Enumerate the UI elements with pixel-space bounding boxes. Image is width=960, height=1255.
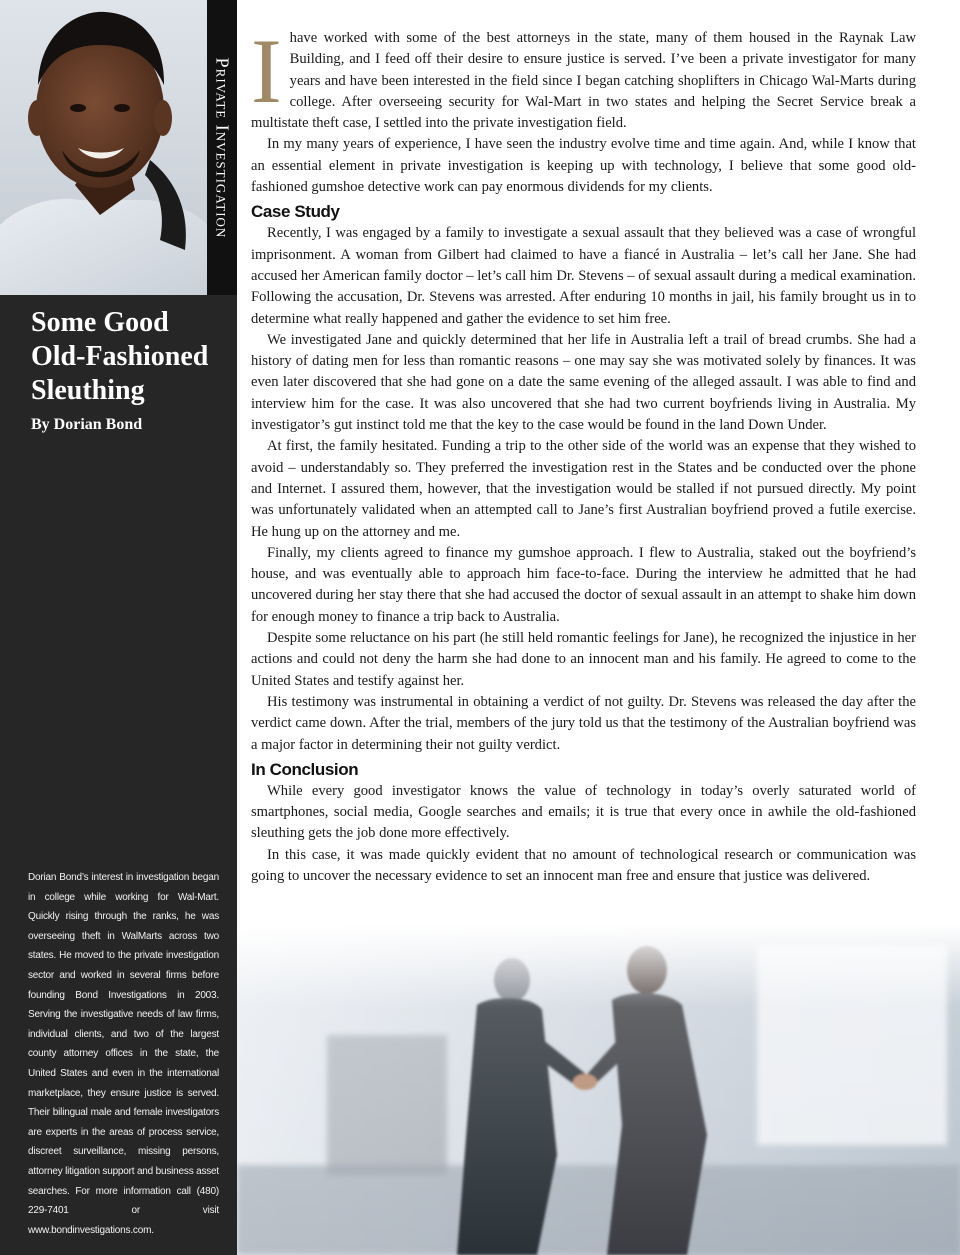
- title-line: Some Good: [31, 307, 169, 338]
- paragraph: In this case, it was made quickly evident that no amount of technological research or communication was going to uncover the necessary evidence to set an innocent man free and ensure that justice was delivered.: [251, 846, 916, 884]
- title-line: Sleuthing: [31, 375, 145, 406]
- article-body: [251, 20, 916, 887]
- paragraph: At first, the family hesitated. Funding a trip to the other side of the world was an expense that they wished to avoid – understandably so. They preferred the investigation rest in the States and be conducted over the phone and Internet. I assured them, however, that the investigation would be stalled if not pursued directly. My point was unfortunately validated when an attempted call to Jane’s first Australian boyfriend proved a futile exercise. He hung up on the attorney and me.: [251, 438, 916, 540]
- handshake-photo: [237, 925, 960, 1255]
- paragraph: In my many years of experience, I have seen the industry evolve time and time again. And, while I know that an essential element in private investigation is keeping up with technology, I believe that some good old-fashioned gumshoe detective work can pay enormous dividends for my clients.: [251, 136, 916, 196]
- section-heading: Case Study: [251, 202, 340, 222]
- author-portrait: [0, 0, 207, 295]
- paragraph: His testimony was instrumental in obtaining a verdict of not guilty. Dr. Stevens was released the day after the verdict came down. After the trial, members of the jury told us that the testimony of the Australian boyfriend was a major factor in determining their not guilty verdict.: [251, 693, 916, 753]
- article-title: [31, 306, 231, 408]
- paragraph: have worked with some of the best attorneys in the state, many of them housed in the Raynak Law Building, and I feed off their desire to ensure justice is served. I’ve been a private investigator for many years and have been interested in the field since I began catching shoplifters in Chicago Wal-Marts during college. After overseeing security for Wal-Mart in two states and helping the Secret Service break a multistate theft case, I settled into the private investigation field.: [251, 30, 916, 132]
- title-line: Old-Fashioned: [31, 341, 209, 372]
- author-sidebar: [0, 0, 237, 1255]
- section-label: Private Investigation: [212, 57, 233, 239]
- paragraph: Finally, my clients agreed to finance my gumshoe approach. I flew to Australia, staked out the boyfriend’s house, and was eventually able to approach him face-to-face. During the interview he admitted that he had uncovered during her stay there that she had accused the doctor of sexual assault in an attempt to shake him down for enough money to finance a trip back to Australia.: [251, 544, 916, 625]
- section-heading: In Conclusion: [251, 759, 359, 779]
- paragraph: While every good investigator knows the value of technology in today’s overly saturated world of smartphones, social media, Google searches and emails; it is true that every once in awhile the old-fashioned sleuthing gets the job done more effectively.: [251, 782, 916, 842]
- paragraph: Despite some reluctance on his part (he still held romantic feelings for Jane), he recognized the injustice in her actions and could not deny the harm she had done to an innocent man and his family. He agreed to come to the United States and testify against her.: [251, 630, 916, 689]
- paragraph: Recently, I was engaged by a family to investigate a sexual assault that they believed was a case of wrongful imprisonment. A woman from Gilbert had claimed to have a fiancé in Australia – let’s call her Jane. She had accused her American family doctor – let’s call him Dr. Stevens – of sexual assault during a medical examination. Following the accusation, Dr. Stevens was arrested. After enduring 10 months in jail, his family brought us in to determine what really happened and gather the evidence to set him free.: [251, 225, 916, 327]
- drop-cap: I: [251, 20, 282, 122]
- author-bio: Dorian Bond’s interest in investigation began in college while working for Wal-Mart. Quickly rising through the ranks, he was overseeing theft in WalMarts across two states. He moved to the private investigation sector and worked in several firms before founding Bond Investigations in 2003. Serving the investigative needs of law firms, individual clients, and two of the largest county attorney offices in the state, the United States and even in the international marketplace, they ensure justice is served. Their bilingual male and female investigators are experts in the areas of process service, discreet surveillance, missing persons, attorney litigation support and business asset searches. For more information call (480) 229-7401 or visit www.bondinvestigations.com.: [28, 872, 219, 1236]
- paragraph: We investigated Jane and quickly determined that her life in Australia left a trail of bread crumbs. She had a history of dating men for less than romantic reasons – one may say she was motivated solely by finances. It was even later discovered that she had gone on a date the same evening of the alleged assault. I was able to find and interview him for the case. It was also uncovered that she had two current boyfriends living in Australia. My investigator’s gut instinct told me that the key to the case would be found in the land Down Under.: [251, 331, 916, 434]
- byline: By Dorian Bond: [31, 416, 143, 433]
